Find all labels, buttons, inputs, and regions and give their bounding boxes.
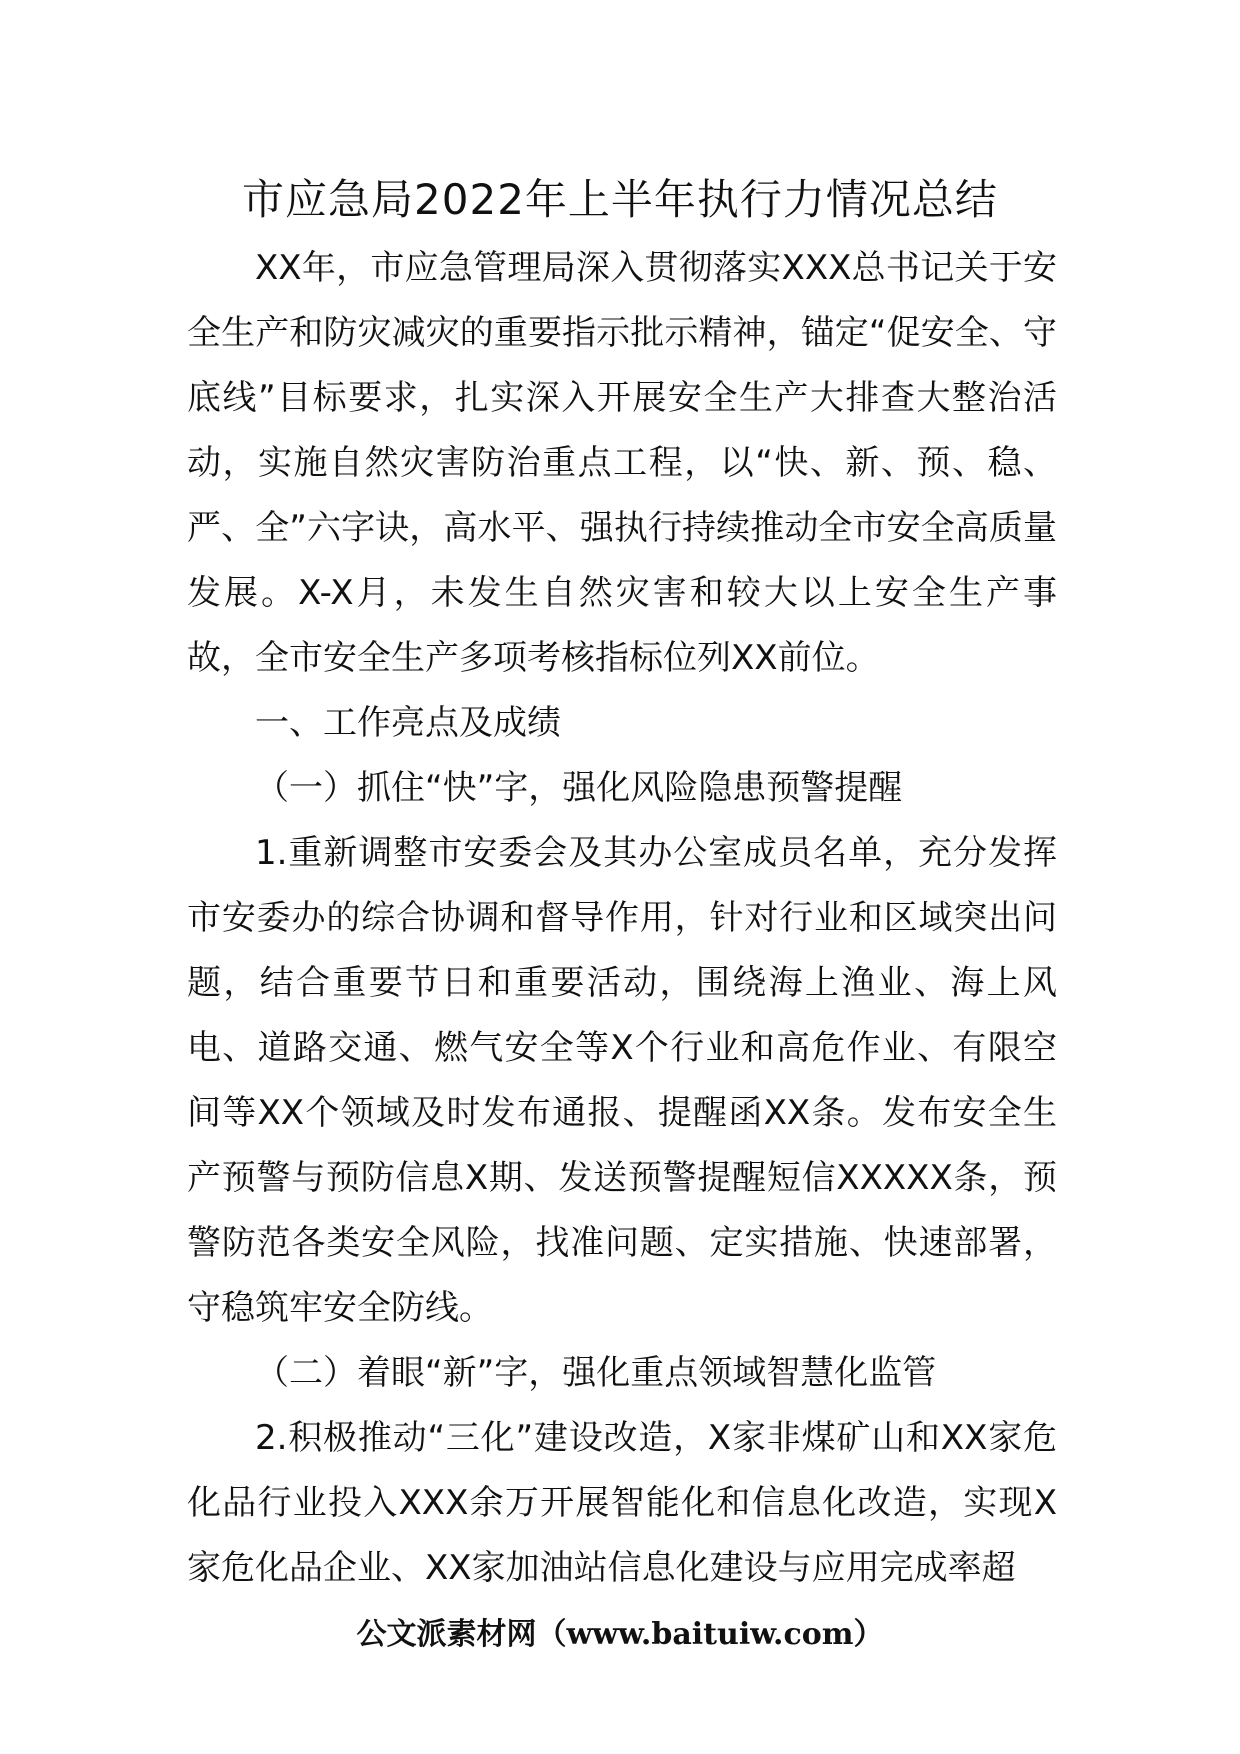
document-title: 市应急局2022年上半年执行力情况总结 bbox=[242, 175, 998, 224]
subsection-heading-1: （一）抓住“快”字，强化风险隐患预警提醒 bbox=[255, 768, 903, 808]
paragraph-item-1: 1.重新调整市安委会及其办公室成员名单，充分发挥市安委办的综合协调和督导作用，针对行业和区域突出问题，结合重要节日和重要活动，围绕海上渔业、海上风电、道路交通、燃气安全等X个行业和高危作业、有限空间等XX个领域及时发布通报、提醒函XX条。发布安全生产预警与预防信息X期、发送预警提醒短信XXXXX条，预警防范各类安全风险，找准问题、定实措施、快速部署，守稳筑牢安全防线。 bbox=[187, 833, 1057, 1328]
subsection-heading-2: （二）着眼“新”字，强化重点领域智慧化监管 bbox=[255, 1353, 937, 1393]
footer-watermark: 公文派素材网（www.baituiw.com） bbox=[356, 1617, 884, 1652]
paragraph-intro: XX年，市应急管理局深入贯彻落实XXX总书记关于安全生产和防灾减灾的重要指示批示精神，锚定“促安全、守底线”目标要求，扎实深入开展安全生产大排查大整治活动，实施自然灾害防治重点工程，以“快、新、预、稳、严、全”六字诀，高水平、强执行持续推动全市安全高质量发展。X-X月，未发生自然灾害和较大以上安全生产事故，全市安全生产多项考核指标位列XX前位。 bbox=[187, 248, 1057, 678]
paragraph-item-2: 2.积极推动“三化”建设改造，X家非煤矿山和XX家危化品行业投入XXX余万开展智能化和信息化改造，实现X家危化品企业、XX家加油站信息化建设与应用完成率超 bbox=[187, 1418, 1057, 1588]
section-heading-1: 一、工作亮点及成绩 bbox=[255, 703, 561, 743]
document-body bbox=[187, 236, 1057, 1601]
